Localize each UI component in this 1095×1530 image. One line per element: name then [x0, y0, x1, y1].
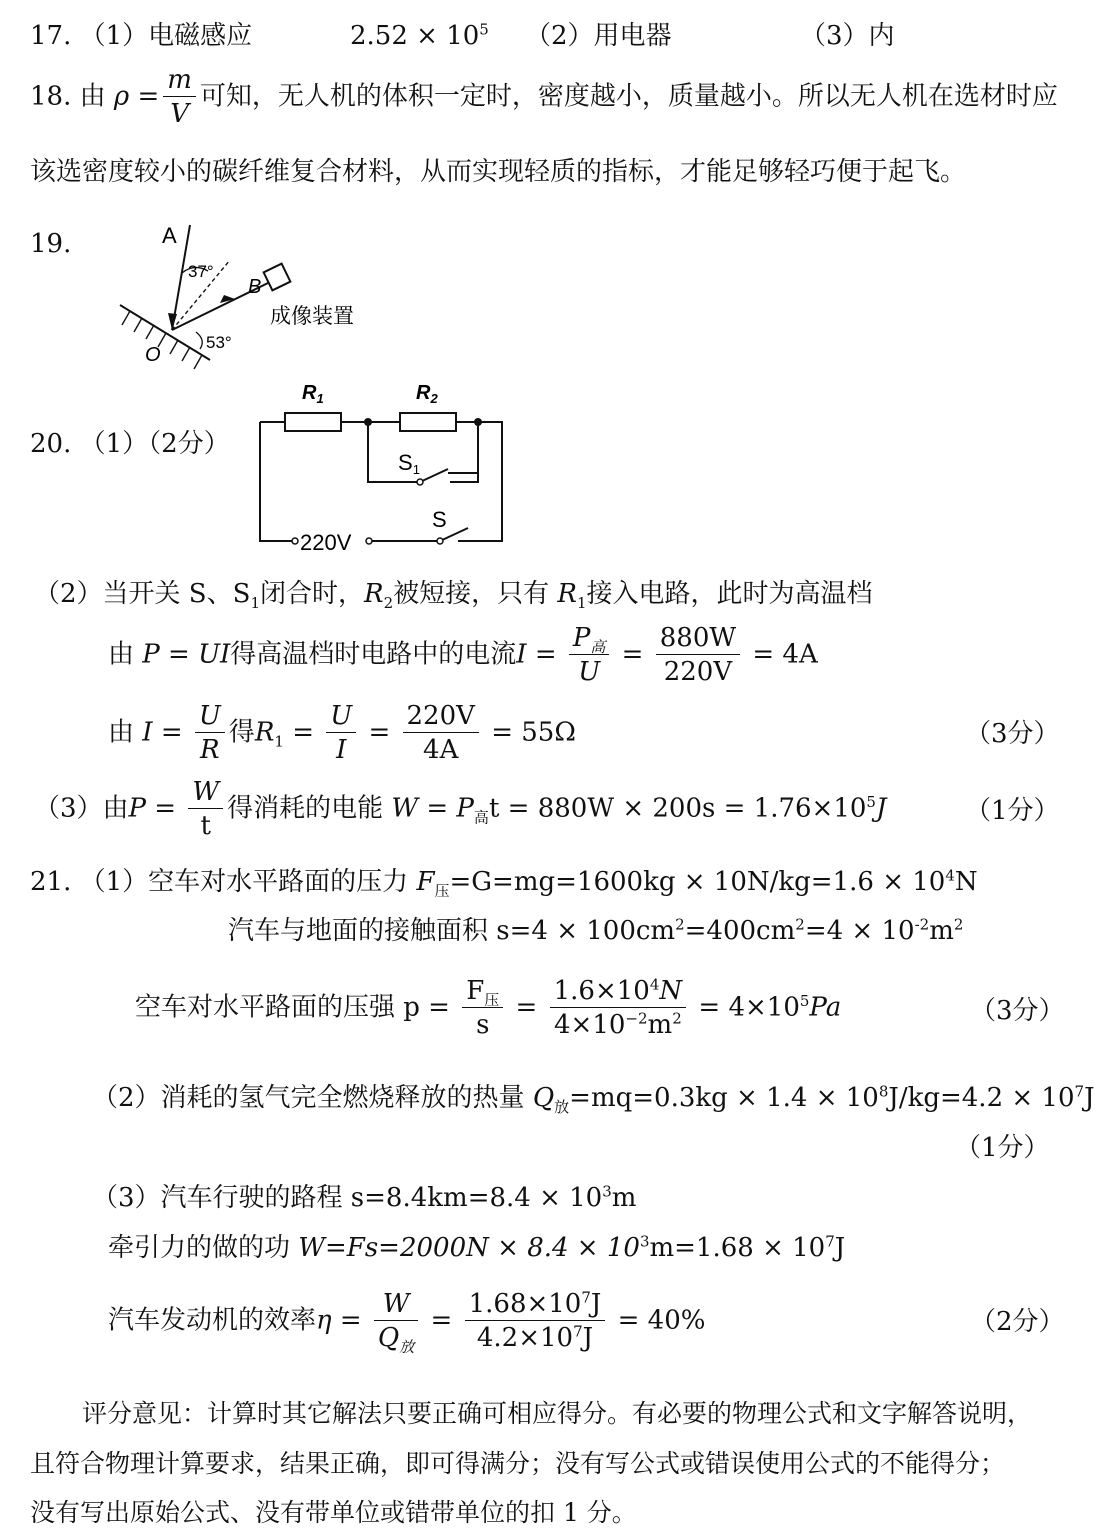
resistor-r2 [400, 413, 456, 431]
q17-answer-3: （2）用电器 [525, 21, 672, 51]
svg-text:R2: $R_2$ [416, 382, 438, 406]
mirror-hatching [122, 311, 202, 369]
q20-number: 20. [30, 429, 72, 459]
svg-text:S1: S1 [398, 450, 420, 477]
q18-line-2: 该选密度较小的碳纤维复合材料，从而实现轻质的指标，才能足够轻巧便于起飞。 [30, 157, 967, 187]
grading-note-3: 没有写出原始公式、没有带单位或错带单位的扣 1 分。 [30, 1498, 637, 1527]
q20-eq3-score: （1分） [965, 796, 1060, 826]
q21-distance-line: （3）汽车行驶的路程 $s=8.4km=8.4 \times 10^3m$ [92, 1182, 637, 1213]
voltage-label: 220V [300, 530, 352, 555]
q21-heat-score: （1分） [955, 1133, 1050, 1163]
q21-pressure-score: （3分） [970, 996, 1065, 1026]
q18-number: 18. [30, 81, 72, 112]
q21-efficiency-eq: 汽车发动机的效率η = $\frac{W}{Q_放}$ = $\frac{1.68\times 10^7J}{4.2\times 10^7J}$ = 40% [108, 1288, 706, 1357]
angle-53-label: 53° [206, 333, 232, 352]
wire [260, 422, 292, 541]
resistor-r1 [285, 413, 341, 431]
q17-answer-1: （1）电磁感应 [79, 21, 253, 51]
svg-text:R1: $R_1$ [302, 382, 324, 406]
q20-circuit-diagram [250, 375, 520, 560]
q19-reflection-diagram [110, 215, 380, 375]
label-B: B [248, 276, 262, 298]
q21-number: 21. [30, 867, 72, 897]
q19-number: 19. [30, 229, 72, 259]
q21-line-1: 21. （1）空车对水平路面的压力 $F_压=G=mg=1600kg \times 10N/kg=1.6 \times 10^4N$ [30, 866, 978, 901]
device-label: 成像装置 [270, 305, 354, 328]
q18-line-1: 18. 由 ρ = $\frac{m}{V}$ 可知，无人机的体积一定时，密度越小，质量越小。所以无人机在选材时应 [30, 65, 1058, 129]
q21-line-2: 汽车与地面的接触面积 $s=4 \times 100cm^2=400cm^2=4 \times 10^{-2}m^2$ [228, 915, 964, 946]
switch-s1-blade [420, 469, 448, 482]
junction-dot [474, 418, 482, 426]
q17-answer-4: （3）内 [800, 21, 895, 51]
q21-efficiency-score: （2分） [970, 1307, 1065, 1337]
q21-heat-line: （2）消耗的氢气完全燃烧释放的热量 $Q_放=mq=0.3kg \times 1.4 \times 10^8J/kg=4.2 \times 10^7J$ [92, 1082, 1095, 1117]
q17-line [30, 20, 252, 52]
terminal [292, 538, 298, 544]
q20-eq2-score: （3分） [965, 719, 1060, 749]
q20-part2: （2）当开关 S、$S_1$闭合时，$R_2$被短接，只有 $R_1$接入电路，此时为高温档 [34, 579, 873, 613]
q21-work-line: 牵引力的做的功 $W=Fs=2000N \times 8.4 \times 10^3m=1.68 \times 10^7J$ [108, 1232, 846, 1263]
angle-37-label: 37° [188, 262, 214, 281]
q17-answer-2: $2.52 \times 10^5$ [350, 20, 489, 51]
label-O: O [145, 344, 161, 366]
q20-eq3: （3）由P = $\frac{W}{t}$ 得消耗的电能 $W = P_高t = 880W \times 200s = 1.76\times 10^5J$ [34, 777, 887, 841]
q20-eq1: 由 P = UI得高温档时电路中的电流I = $\frac{P_高}{U}$ = $\frac{880W}{220V}$ = 4A [108, 623, 818, 687]
junction-dot [364, 418, 372, 426]
imaging-device-box [264, 264, 291, 291]
terminal [366, 538, 372, 544]
q18-density-fraction: $\frac{m}{V}$ [163, 64, 196, 131]
q17-number: 17. [30, 21, 72, 51]
label-A: A [162, 223, 177, 248]
q20-line-1: 20. （1）（2分） [30, 429, 230, 459]
q20-eq2: 由 I = $\frac{U}{R}$ 得$R_1$ = $\frac{U}{I}$ = $\frac{220V}{4A}$ = 55Ω [108, 701, 576, 765]
grading-note-2: 且符合物理计算要求，结果正确，即可得满分；没有写公式或错误使用公式的不能得分； [30, 1449, 1006, 1478]
grading-note-1: 评分意见：计算时其它解法只要正确可相应得分。有必要的物理公式和文字解答说明， [82, 1399, 1033, 1428]
angle-arc-53 [196, 332, 202, 349]
svg-text:S: S [432, 507, 447, 532]
q21-pressure-eq: 空车对水平路面的压强 p = $\frac{F_压}{s}$ = $\frac{1.6\times 10^4N}{4\times 10^{-2}m^2}$ = $4\times 10^5Pa$ [135, 975, 842, 1040]
